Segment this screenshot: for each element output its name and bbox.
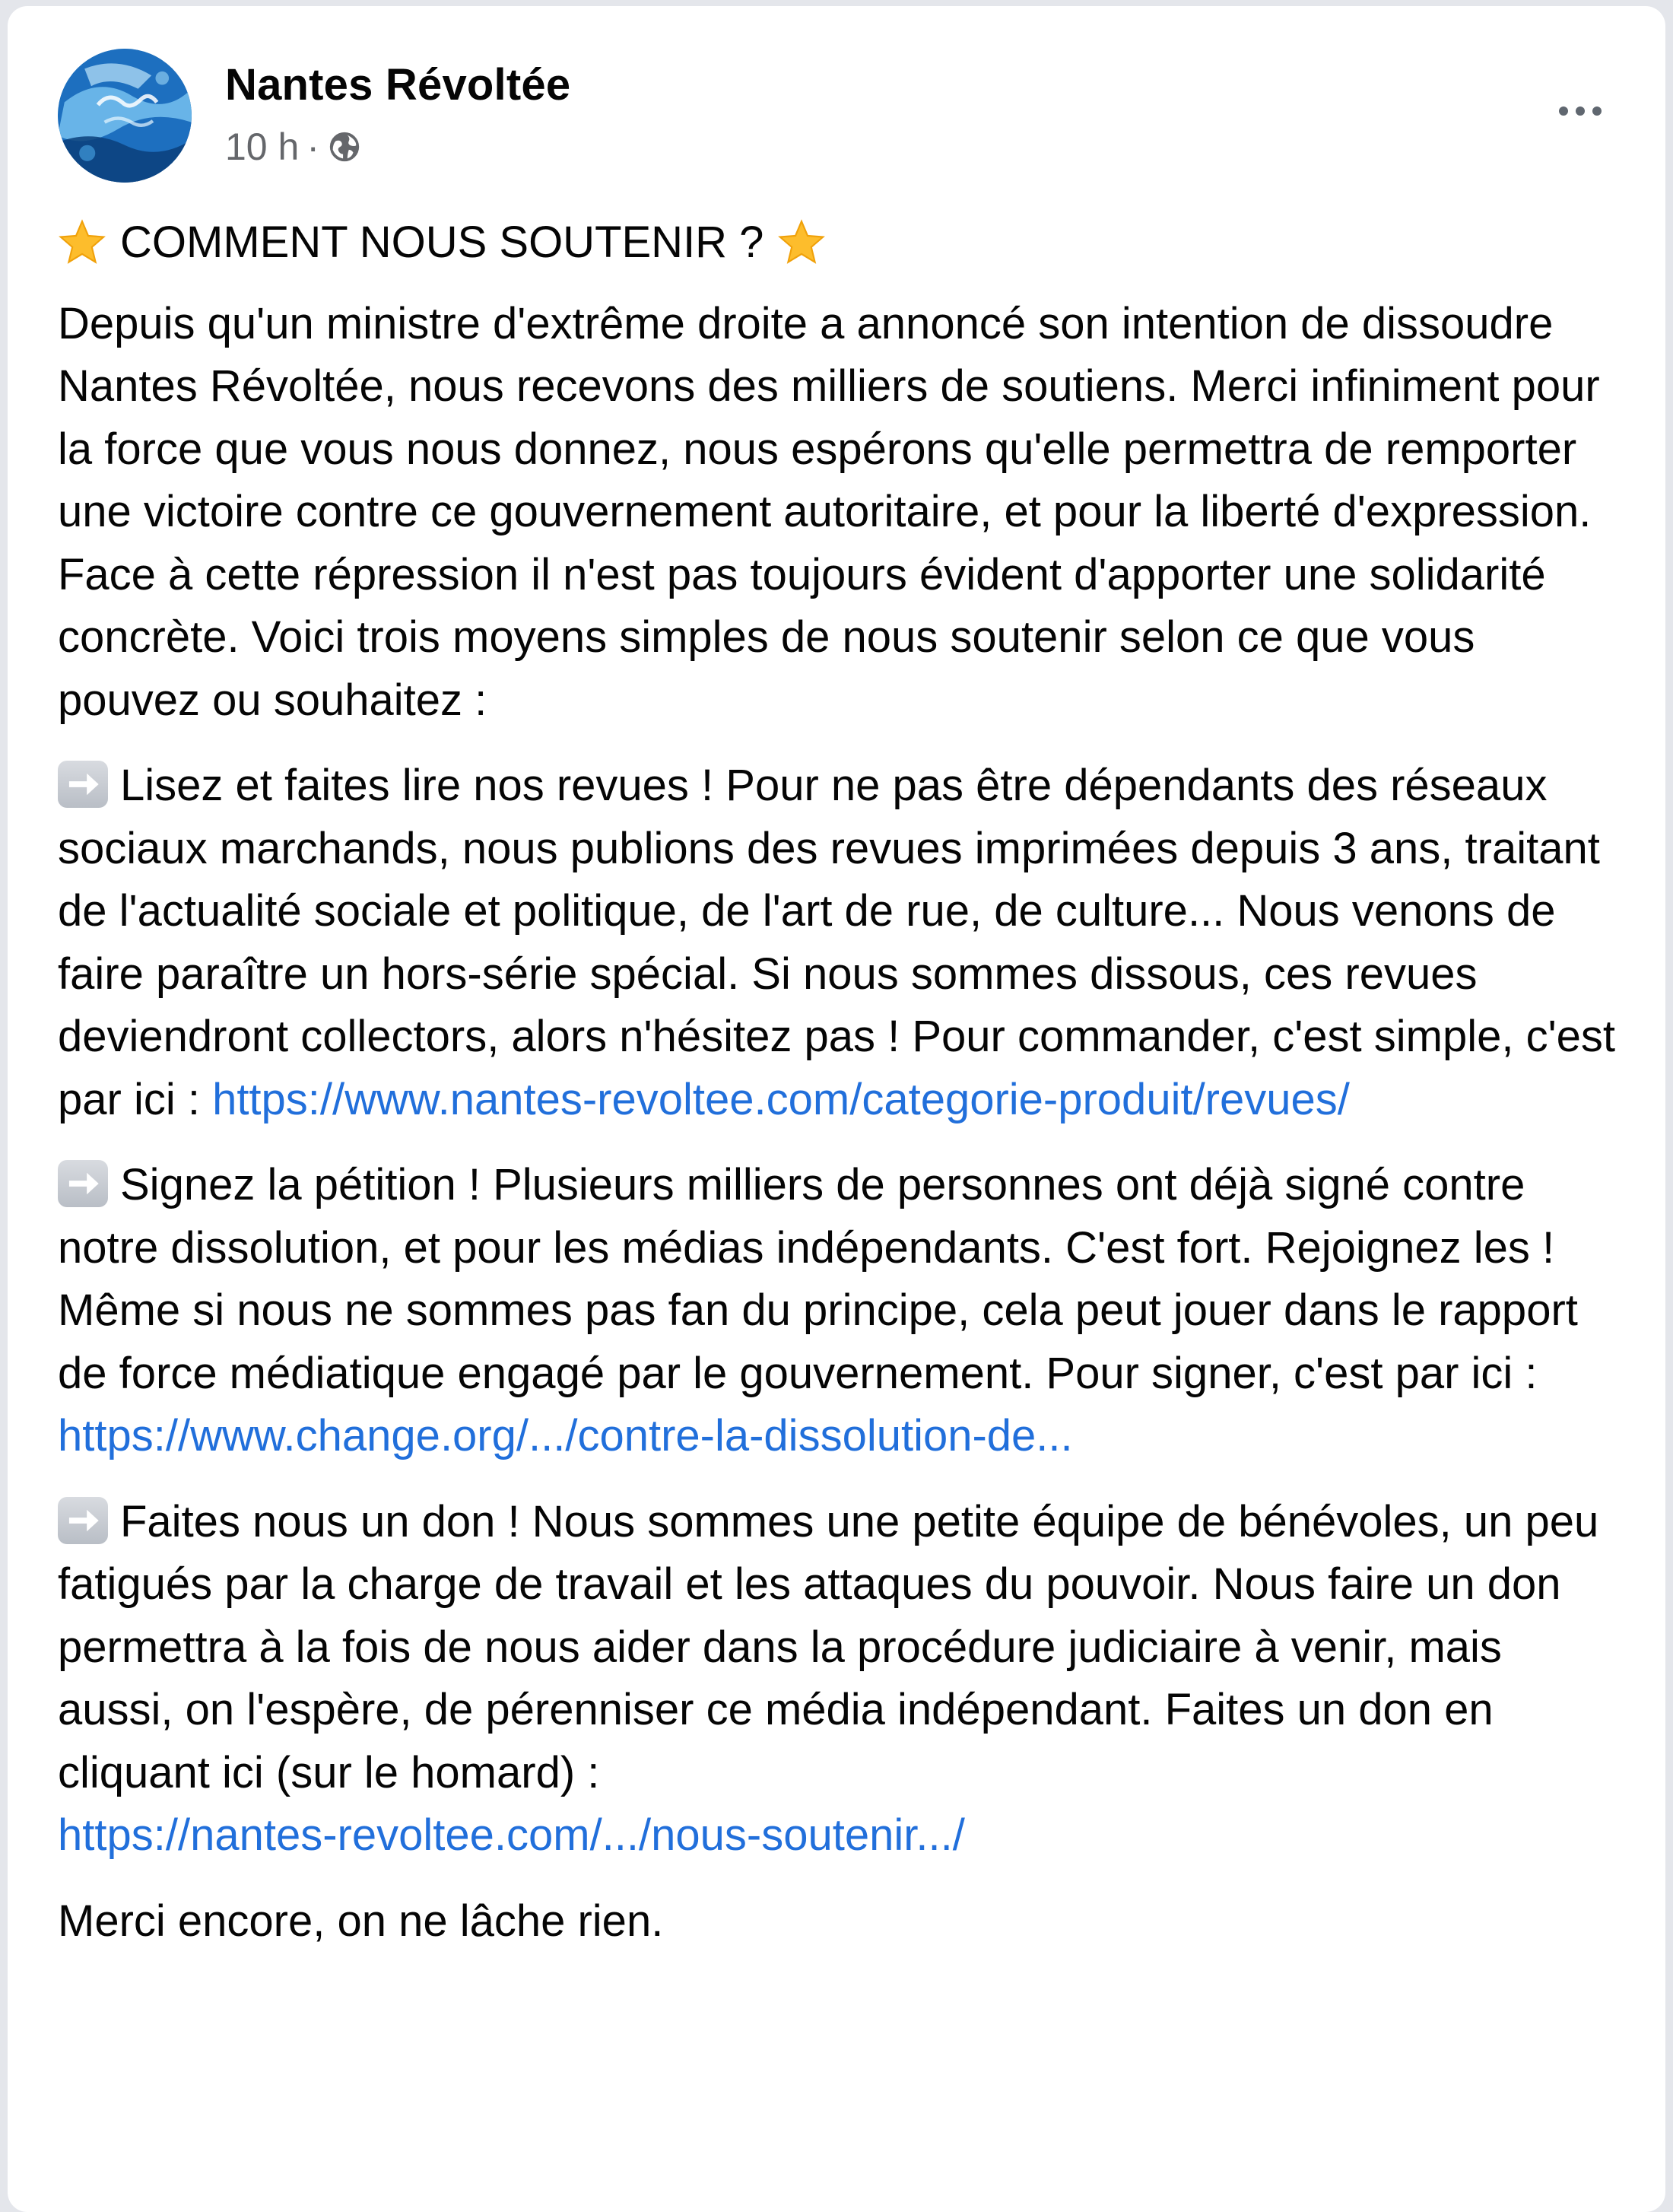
ellipsis-icon xyxy=(1592,106,1602,116)
petition-paragraph xyxy=(58,1154,1624,1468)
globe-icon[interactable] xyxy=(327,129,362,164)
post-card xyxy=(8,6,1665,2212)
don-link[interactable]: https://nantes-revoltee.com/.../nous-soutenir.../ xyxy=(58,1810,965,1860)
petition-link[interactable]: https://www.change.org/.../contre-la-dissolution-de... xyxy=(58,1411,1073,1460)
revues-link[interactable]: https://www.nantes-revoltee.com/categorie-produit/revues/ xyxy=(212,1074,1350,1124)
ellipsis-icon xyxy=(1559,106,1568,116)
headline-text: COMMENT NOUS SOUTENIR ? xyxy=(120,218,764,267)
revues-text: Lisez et faites lire nos revues ! Pour ne pas être dépendants des réseaux sociaux marchands, nous publions des revues imprimées depuis 3 ans, traitant de l'actualité sociale et politique, de l'art de rue, de culture... Nous venons de faire paraître un hors-série spécial. Si nous sommes dissous, ces revues deviendront collectors, alors n'hésitez pas ! Pour commander, c'est simple, c'est par ici : xyxy=(58,761,1616,1124)
star-icon xyxy=(58,218,106,267)
post-body xyxy=(58,211,1624,1975)
page-name-link[interactable]: Nantes Révoltée xyxy=(225,60,571,110)
right-arrow-icon xyxy=(58,1160,108,1207)
don-text: Faites nous un don ! Nous sommes une petite équipe de bénévoles, un peu fatigués par la charge de travail et les attaques du pouvoir. Nous faire un don permettra à la fois de nous aider dans la procédure judiciaire à venir, mais aussi, on l'espère, de pérenniser ce média indépendant. Faites un don en cliquant ici (sur le homard) : xyxy=(58,1496,1599,1797)
right-arrow-icon xyxy=(58,761,108,808)
right-arrow-icon xyxy=(58,1497,108,1544)
ellipsis-icon xyxy=(1576,106,1585,116)
post-headline xyxy=(58,211,1624,275)
petition-text: Signez la pétition ! Plusieurs milliers de personnes ont déjà signé contre notre dissolution, et pour les médias indépendants. C'est fort. Rejoignez les ! Même si nous ne sommes pas fan du principe, cela peut jouer dans le rapport de force médiatique engagé par le gouvernement. Pour signer, c'est par ici : xyxy=(58,1160,1578,1398)
post-header xyxy=(58,46,1624,183)
avatar[interactable] xyxy=(58,49,192,183)
intro-paragraph: Depuis qu'un ministre d'extrême droite a annoncé son intention de dissoudre Nantes Révoltée, nous recevons des milliers de soutiens. Merci infiniment pour la force que vous nous donnez, nous espérons qu'elle permettra de remporter une victoire contre ce gouvernement autoritaire, et pour la liberté d'expression. Face à cette répression il n'est pas toujours évident d'apporter une solidarité concrète. Voici trois moyens simples de nous soutenir selon ce que vous pouvez ou souhaitez : xyxy=(58,298,1600,725)
revues-paragraph xyxy=(58,755,1624,1131)
avatar-logo-icon xyxy=(58,49,192,183)
more-options-button[interactable] xyxy=(1542,88,1618,134)
closing-paragraph: Merci encore, on ne lâche rien. xyxy=(58,1896,664,1946)
post-meta xyxy=(225,125,362,169)
star-icon xyxy=(777,218,826,267)
don-paragraph xyxy=(58,1491,1624,1867)
meta-separator: · xyxy=(306,126,319,168)
post-timestamp[interactable]: 10 h xyxy=(225,126,300,168)
